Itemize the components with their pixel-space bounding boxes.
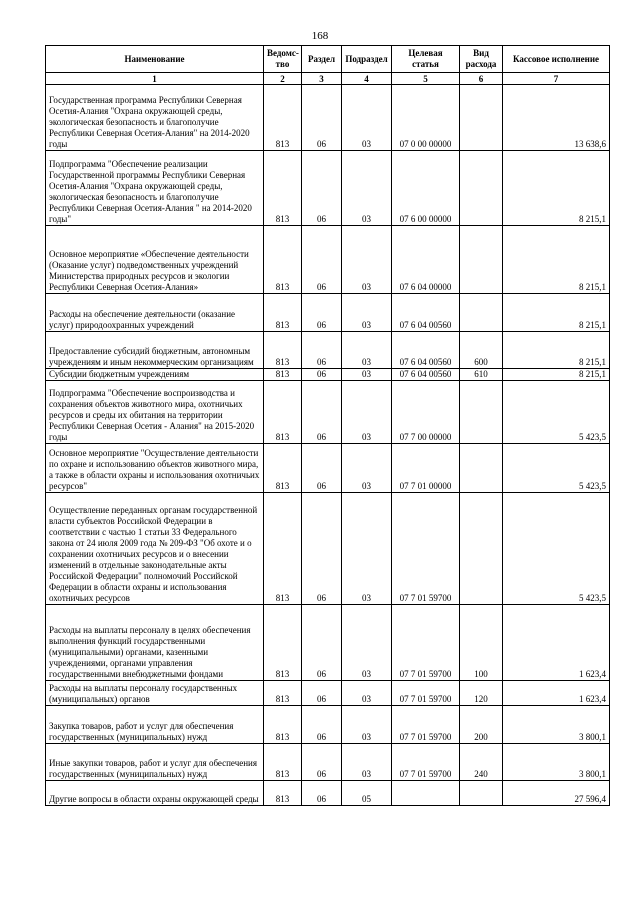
row-vedomstvo: 813 [264,226,302,294]
row-name: Расходы на выплаты персоналу в целях обеспечения выполнения функций государственными (муниципальными) органами, казенными учреждениями, органами управления государственными внебюджетными фондами [46,605,264,681]
row-razdel: 06 [302,681,342,706]
row-vid-rashoda [460,444,503,493]
row-name: Закупка товаров, работ и услуг для обеспечения государственных (муниципальных) нужд [46,706,264,744]
row-kassovoe-ispolnenie: 3 800,1 [503,706,610,744]
row-vid-rashoda [460,226,503,294]
row-name: Основное мероприятие "Осуществление деятельности по охране и использованию объектов животного мира, а также в области охраны и использования охотничьих ресурсов" [46,444,264,493]
row-razdel: 06 [302,381,342,444]
column-number-row [46,73,610,85]
row-podrazdel: 03 [342,493,392,605]
header-kassovoe-ispolnenie: Кассовое исполнение [503,46,610,73]
row-podrazdel: 03 [342,706,392,744]
column-number: 3 [302,73,342,85]
row-vid-rashoda: 100 [460,605,503,681]
row-name: Основное мероприятие «Обеспечение деятельности (Оказание услуг) подведомственных учреждений Министерства природных ресурсов и экологии Республики Северная Осетия-Алания» [46,226,264,294]
row-podrazdel: 03 [342,605,392,681]
row-kassovoe-ispolnenie: 5 423,5 [503,381,610,444]
row-name: Государственная программа Республики Северная Осетия-Алания "Охрана окружающей среды, экологическая безопасность и благополучие Республики Северная Осетия-Алания" на 2014-2020 годы [46,85,264,151]
row-celevaya-statya: 07 6 04 00560 [392,294,460,332]
row-name: Подпрограмма "Обеспечение воспроизводства и сохранения объектов животного мира, охотничьих ресурсов и среды их обитания на территории Республики Северная Осетия - Алания" на 2015-2020 годы [46,381,264,444]
row-kassovoe-ispolnenie: 5 423,5 [503,493,610,605]
row-vid-rashoda: 200 [460,706,503,744]
row-name: Расходы на обеспечение деятельности (оказание услуг) природоохранных учреждений [46,294,264,332]
row-razdel: 06 [302,85,342,151]
row-vid-rashoda [460,151,503,226]
row-celevaya-statya: 07 6 00 00000 [392,151,460,226]
row-vedomstvo: 813 [264,332,302,369]
row-razdel: 06 [302,605,342,681]
column-number: 7 [503,73,610,85]
row-kassovoe-ispolnenie: 1 623,4 [503,605,610,681]
row-vedomstvo: 813 [264,706,302,744]
row-razdel: 06 [302,369,342,381]
row-kassovoe-ispolnenie: 27 596,4 [503,781,610,806]
row-podrazdel: 03 [342,681,392,706]
column-number: 6 [460,73,503,85]
row-vid-rashoda: 610 [460,369,503,381]
row-vedomstvo: 813 [264,444,302,493]
row-vid-rashoda [460,781,503,806]
row-podrazdel: 03 [342,332,392,369]
row-vedomstvo: 813 [264,381,302,444]
row-razdel: 06 [302,332,342,369]
row-celevaya-statya: 07 6 04 00000 [392,226,460,294]
row-podrazdel: 03 [342,294,392,332]
row-podrazdel: 03 [342,151,392,226]
header-celevaya-statya: Целевая статья [392,46,460,73]
row-razdel: 06 [302,493,342,605]
column-number: 1 [46,73,264,85]
column-number: 2 [264,73,302,85]
row-name: Предоставление субсидий бюджетным, автономным учреждениям и иным некоммерческим организациям [46,332,264,369]
header-vedomstvo: Ведомс-тво [264,46,302,73]
row-celevaya-statya: 07 6 04 00560 [392,332,460,369]
row-podrazdel: 03 [342,744,392,781]
row-podrazdel: 05 [342,781,392,806]
row-razdel: 06 [302,226,342,294]
row-razdel: 06 [302,444,342,493]
row-razdel: 06 [302,781,342,806]
row-kassovoe-ispolnenie: 8 215,1 [503,151,610,226]
table-row [46,226,610,294]
table-row [46,706,610,744]
header-name: Наименование [46,46,264,73]
table-row [46,781,610,806]
row-podrazdel: 03 [342,85,392,151]
row-celevaya-statya [392,781,460,806]
row-vid-rashoda: 120 [460,681,503,706]
table-row [46,444,610,493]
column-number: 4 [342,73,392,85]
row-kassovoe-ispolnenie: 3 800,1 [503,744,610,781]
row-name: Другие вопросы в области охраны окружающей среды [46,781,264,806]
row-celevaya-statya: 07 7 01 59700 [392,493,460,605]
row-kassovoe-ispolnenie: 8 215,1 [503,294,610,332]
row-podrazdel: 03 [342,444,392,493]
row-celevaya-statya: 07 6 04 00560 [392,369,460,381]
header-vid-rashoda: Вид расхода [460,46,503,73]
row-vid-rashoda: 600 [460,332,503,369]
row-vedomstvo: 813 [264,85,302,151]
row-razdel: 06 [302,294,342,332]
header-razdel: Раздел [302,46,342,73]
row-podrazdel: 03 [342,369,392,381]
row-kassovoe-ispolnenie: 13 638,6 [503,85,610,151]
row-vedomstvo: 813 [264,605,302,681]
table-header-row [46,46,610,73]
row-vid-rashoda [460,294,503,332]
row-razdel: 06 [302,744,342,781]
row-celevaya-statya: 07 7 01 59700 [392,605,460,681]
row-vid-rashoda: 240 [460,744,503,781]
row-name: Иные закупки товаров, работ и услуг для обеспечения государственных (муниципальных) нужд [46,744,264,781]
row-name: Расходы на выплаты персоналу государственных (муниципальных) органов [46,681,264,706]
row-vedomstvo: 813 [264,493,302,605]
page-number: 168 [311,30,329,42]
row-podrazdel: 03 [342,381,392,444]
row-celevaya-statya: 07 7 01 00000 [392,444,460,493]
table-row [46,744,610,781]
table-row [46,332,610,369]
row-kassovoe-ispolnenie: 5 423,5 [503,444,610,493]
column-number: 5 [392,73,460,85]
table-row [46,369,610,381]
row-kassovoe-ispolnenie: 8 215,1 [503,226,610,294]
row-celevaya-statya: 07 7 01 59700 [392,744,460,781]
row-vid-rashoda [460,381,503,444]
budget-table [45,45,610,806]
table-row [46,294,610,332]
table-row [46,493,610,605]
row-kassovoe-ispolnenie: 1 623,4 [503,681,610,706]
row-kassovoe-ispolnenie: 8 215,1 [503,369,610,381]
row-name: Осуществление переданных органам государственной власти субъектов Российской Федерации в соответствии с частью 1 статьи 33 Федерального закона от 24 июля 2009 года № 209-ФЗ "Об охоте и о сохранении охотничьих ресурсов и о внесении изменений в отдельные законодательные акты Российской Федерации" полномочий Российской Федерации в области охраны и использования охотничьих ресурсов [46,493,264,605]
row-vedomstvo: 813 [264,781,302,806]
row-celevaya-statya: 07 7 01 59700 [392,706,460,744]
row-vedomstvo: 813 [264,151,302,226]
row-celevaya-statya: 07 0 00 00000 [392,85,460,151]
row-podrazdel: 03 [342,226,392,294]
row-vedomstvo: 813 [264,681,302,706]
row-vedomstvo: 813 [264,294,302,332]
table-row [46,605,610,681]
table-row [46,681,610,706]
row-razdel: 06 [302,151,342,226]
row-razdel: 06 [302,706,342,744]
row-name: Подпрограмма "Обеспечение реализации Государственной программы Республики Северная Осетия-Алания "Охрана окружающей среды, экологическая безопасность и благополучие Республики Северная Осетия-Алания " на 2014-2020 годы" [46,151,264,226]
row-vedomstvo: 813 [264,744,302,781]
row-vedomstvo: 813 [264,369,302,381]
row-kassovoe-ispolnenie: 8 215,1 [503,332,610,369]
header-podrazdel: Подраздел [342,46,392,73]
table-row [46,381,610,444]
row-celevaya-statya: 07 7 01 59700 [392,681,460,706]
table-row [46,151,610,226]
row-name: Субсидии бюджетным учреждениям [46,369,264,381]
row-vid-rashoda [460,85,503,151]
row-celevaya-statya: 07 7 00 00000 [392,381,460,444]
table-row [46,85,610,151]
row-vid-rashoda [460,493,503,605]
